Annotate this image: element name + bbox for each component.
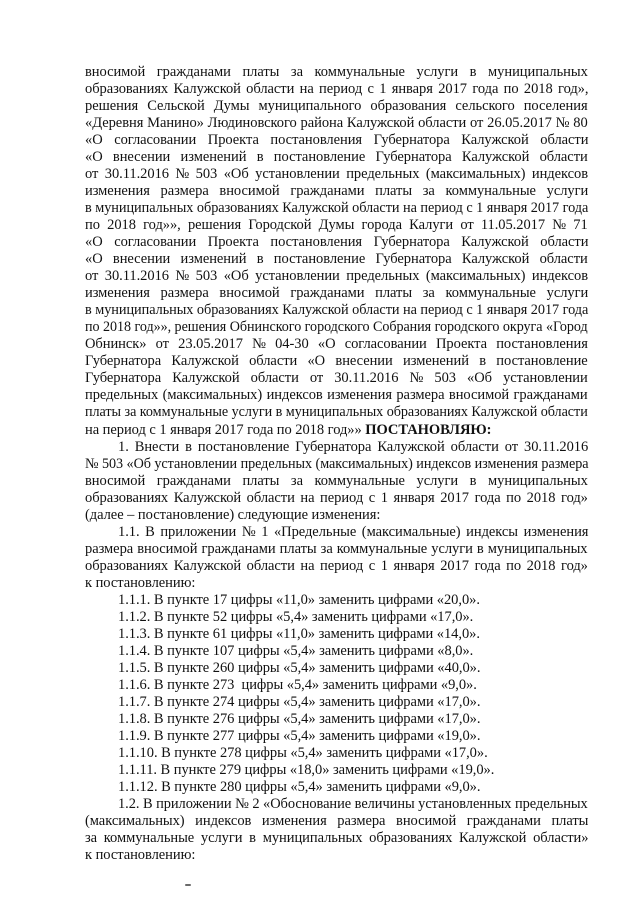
- text-line: 1.1.6. В пункте 273 цифры «5,4» заменить цифрами «9,0».: [118, 677, 477, 693]
- text-line: образованиях Калужской области на период с 1 января 2017 года по 2018 год»: [85, 558, 588, 574]
- text-line: 1.1.8. В пункте 276 цифры «5,4» заменить цифрами «17,0».: [118, 711, 481, 727]
- text-line: от 30.11.2016 № 503 «Об установлении предельных (максимальных) индексов: [85, 268, 589, 284]
- text-line: 1.1.11. В пункте 279 цифры «18,0» заменить цифрами «19,0».: [118, 762, 495, 778]
- text-line: предельных (максимальных) индексов изменения размера вносимой гражданами: [85, 387, 588, 403]
- text-line: 1.2. В приложении № 2 «Обоснование величины установленных предельных: [118, 796, 588, 812]
- text-line: в муниципальных образованиях Калужской области на период с 1 января 2017 года: [85, 200, 589, 216]
- text-line: 1.1.12. В пункте 280 цифры «5,4» заменить цифрами «9,0».: [118, 779, 481, 795]
- text-line: по 2018 год»», решения Городской Думы города Калуги от 11.05.2017 № 71: [85, 217, 588, 233]
- text-line: 1.1.1. В пункте 17 цифры «11,0» заменить цифрами «20,0».: [118, 592, 480, 608]
- scan-speck: [185, 884, 191, 886]
- text-line-body: на период с 1 января 2017 года по 2018 год»»: [85, 422, 366, 438]
- text-line: изменения размера вносимой гражданами платы за коммунальные услуги: [85, 183, 589, 199]
- text-line: (максимальных) индексов изменения размера вносимой гражданами платы: [85, 813, 589, 829]
- text-line: «О согласовании Проекта постановления Губернатора Калужской области: [85, 234, 589, 250]
- text-line: № 503 «Об установлении предельных (максимальных) индексов изменения размера: [85, 456, 589, 472]
- text-line: размера вносимой гражданами платы за коммунальные услуги в муниципальных: [85, 541, 588, 557]
- text-line: вносимой гражданами платы за коммунальные услуги в муниципальных: [85, 64, 588, 80]
- text-line: 1.1.2. В пункте 52 цифры «5,4» заменить цифрами «17,0».: [118, 609, 474, 625]
- text-line: Обнинск» от 23.05.2017 № 04-30 «О согласовании Проекта постановления: [85, 336, 588, 352]
- text-line: Губернатора Калужской области «О внесении изменений в постановление: [85, 353, 588, 369]
- text-line: 1.1.3. В пункте 61 цифры «11,0» заменить цифрами «14,0».: [118, 626, 480, 642]
- text-line: 1. Внести в постановление Губернатора Калужской области от 30.11.2016: [118, 439, 589, 455]
- text-line: 1.1.10. В пункте 278 цифры «5,4» заменить цифрами «17,0».: [118, 745, 488, 761]
- text-line: «Деревня Манино» Людиновского района Калужской области от 26.05.2017 № 80: [85, 115, 588, 131]
- text-line: (далее – постановление) следующие изменения:: [85, 507, 381, 523]
- text-line: «О внесении изменений в постановление Губернатора Калужской области: [85, 251, 588, 267]
- text-line: 1.1.9. В пункте 277 цифры «5,4» заменить цифрами «19,0».: [118, 728, 481, 744]
- text-line: «О внесении изменений в постановление Губернатора Калужской области: [85, 149, 588, 165]
- text-line: 1.1. В приложении № 1 «Предельные (максимальные) индексы изменения: [118, 524, 589, 540]
- decree-heading: ПОСТАНОВЛЯЮ:: [365, 422, 492, 438]
- text-line: в муниципальных образованиях Калужской области на период с 1 января 2017 года: [85, 302, 589, 318]
- text-line: вносимой гражданами платы за коммунальные услуги в муниципальных: [85, 473, 588, 489]
- text-line: за коммунальные услуги в муниципальных образованиях Калужской области»: [85, 830, 589, 846]
- text-line: Губернатора Калужской области от 30.11.2016 № 503 «Об установлении: [85, 370, 588, 386]
- text-line: к постановлению:: [85, 847, 196, 863]
- text-line: образованиях Калужской области на период с 1 января 2017 года по 2018 год»,: [85, 81, 589, 97]
- text-line: к постановлению:: [85, 575, 196, 591]
- text-line: изменения размера вносимой гражданами платы за коммунальные услуги: [85, 285, 589, 301]
- text-line: 1.1.7. В пункте 274 цифры «5,4» заменить цифрами «17,0».: [118, 694, 481, 710]
- text-line: от 30.11.2016 № 503 «Об установлении предельных (максимальных) индексов: [85, 166, 589, 182]
- text-line: образованиях Калужской области на период с 1 января 2017 года по 2018 год»: [85, 490, 588, 506]
- text-line: 1.1.4. В пункте 107 цифры «5,4» заменить цифрами «8,0».: [118, 643, 474, 659]
- text-line: платы за коммунальные услуги в муниципальных образованиях Калужской области: [85, 404, 588, 420]
- text-line: «О согласовании Проекта постановления Губернатора Калужской области: [85, 132, 589, 148]
- text-line: 1.1.5. В пункте 260 цифры «5,4» заменить цифрами «40,0».: [118, 660, 481, 676]
- text-line: решения Сельской Думы муниципального образования сельского поселения: [85, 98, 588, 114]
- text-line: по 2018 год»», решения Обнинского городского Собрания городского округа «Город: [85, 319, 588, 335]
- text-line-decree: [85, 421, 491, 439]
